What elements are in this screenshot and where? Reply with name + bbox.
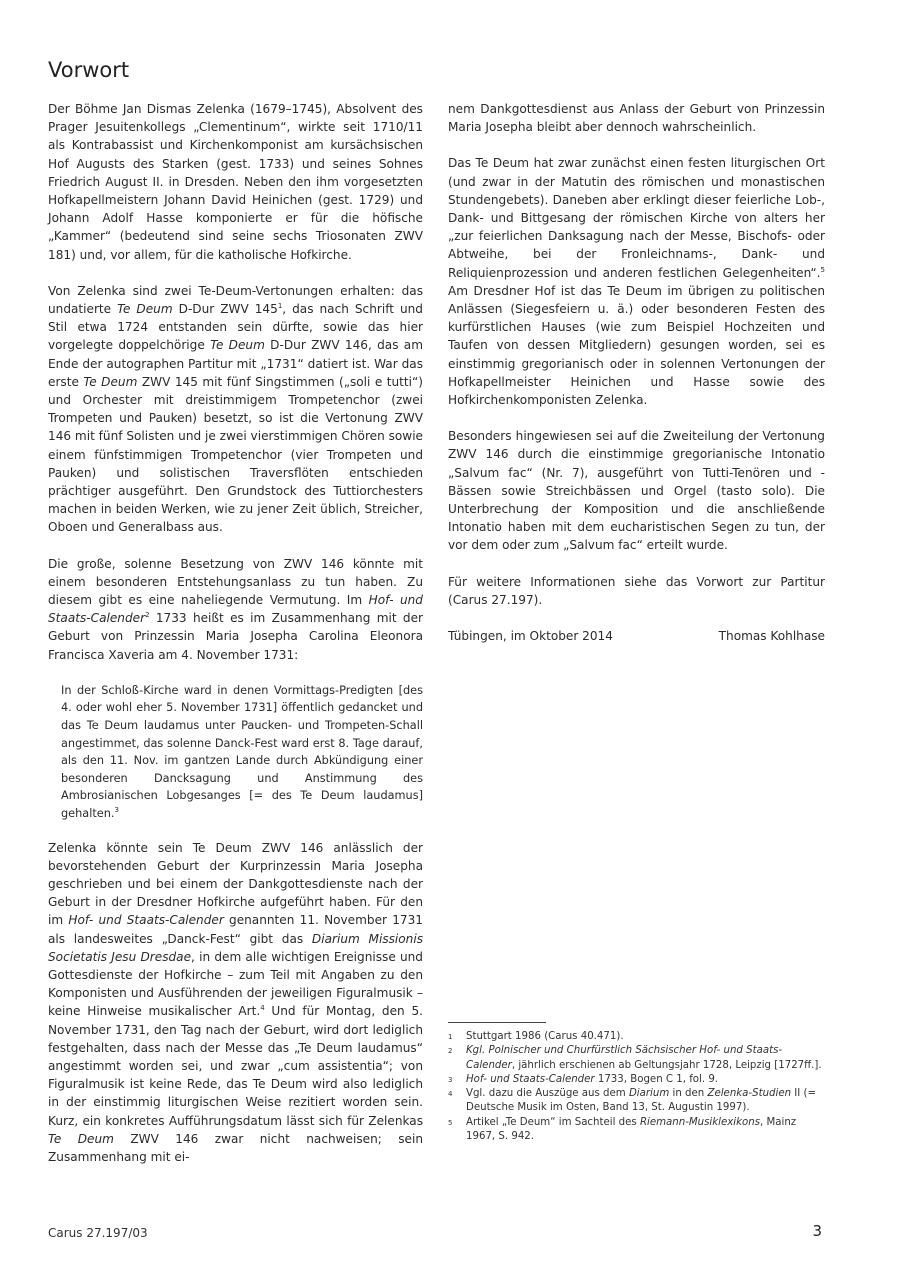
text-run: Der Böhme Jan Dismas Zelenka (1679–1745), Absolvent des Prager Jesuitenkollegs „Clementinum“, wirkte seit 1710/11 als Kontrabassist und Kirchenkomponist am kursächsischen Hof Augusts des Starken (gest. 1733) und seines Sohnes Friedrich August II. in Dresden. Neben den ihm vorgesetzten Hofkapellmeistern Johann David Heinichen (gest. 1729) und Johann Adolf Hasse komponierte er für die höfische „Kammer“ (bedeutend sind seine sechs Triosonaten ZWV 181) und, vor allem, für die katholische Hofkirche. — [48, 102, 423, 262]
footnote-number: 4 — [448, 1090, 453, 1099]
footnote-reference: 1 — [277, 302, 283, 311]
text-run: Für weitere Informationen siehe das Vorwort zur Partitur (Carus 27.197). — [448, 574, 825, 607]
text-run: Te Deum — [210, 338, 265, 353]
signature — [448, 627, 825, 645]
page-number: 3 — [812, 1222, 822, 1240]
footnote — [448, 1044, 828, 1073]
left-column — [48, 100, 423, 1166]
block-quote — [61, 682, 423, 823]
text-run: , Mainz 1967, S. 942. — [466, 1116, 797, 1143]
text-run: Diarium — [628, 1088, 670, 1100]
text-run: 1733, Bogen C 1, fol. 9. — [594, 1073, 719, 1085]
paragraph — [48, 100, 423, 264]
text-run: , das nach Schrift und Stil etwa 1724 entstanden sein dürfte, sowie das hier vorgelegte doppelchörige — [48, 302, 423, 353]
text-run: Am Dresdner Hof ist das Te Deum im übrigen zu politischen Anlässen (Siegesfeiern u. ä.) oder besonderen Festen des kurfürstlichen Hauses (wie zum Beispiel Hochzeiten und Taufen von dessen Mitgliedern) gesungen worden, sei es einstimmig gregorianisch oder in solennen Vertonungen der Hofkapellmeister Heinichen und Hasse sowie des Hofkirchenkomponisten Zelenka. — [448, 283, 825, 408]
text-run: Diarium Missionis Societatis Jesu Dresdae — [48, 931, 424, 964]
text-run: D-Dur ZWV 146, das am Ende der autographen Partitur mit „1731“ datiert ist. War das erste — [48, 338, 423, 389]
text-run: Te Deum — [117, 302, 173, 317]
footnote-number: 3 — [448, 1075, 453, 1084]
footnote — [448, 1030, 828, 1044]
paragraph — [48, 839, 423, 1167]
footnote-reference: 3 — [114, 806, 119, 815]
text-run: ZWV 146 zwar nicht nachweisen; sein Zusammenhang mit ei- — [48, 1131, 423, 1165]
text-run: in den — [669, 1088, 708, 1100]
paragraph — [448, 154, 825, 409]
paragraph — [48, 282, 423, 537]
text-run: Hof- und Staats-Calender — [68, 913, 224, 928]
text-run: II (= Deutsche Musik im Osten, Band 13, St. Augustin 1997). — [466, 1088, 817, 1114]
footnote-number: 2 — [448, 1047, 453, 1056]
footnote-reference: 4 — [260, 1004, 265, 1013]
text-run: Te Deum — [83, 374, 138, 389]
footnote-reference: 2 — [145, 611, 150, 620]
text-run: D-Dur ZWV 145 — [172, 302, 278, 317]
text-run: Hof- und Staats-Calender — [48, 593, 423, 626]
text-run: ZWV 145 mit fünf Singstimmen („soli e tutti“) und Orchester mit dreistimmigem Trompetenchor (zwei Trompeten und Pauken) besetzt, so ist die Vertonung ZWV 146 mit fünf Solisten und je zwei vierstimmigen Chören sowie einem fünfstimmigen Trompetenchor (vier Trompeten und Pauken) und solistischen Traversflöten entschieden prächtiger ausgeführt. Den Grundstock des Tuttiorchesters machen in beiden Werken, wie zu jener Zeit üblich, Streicher, Oboen und Generalbass aus. — [48, 374, 423, 535]
footnote-rule — [448, 1022, 546, 1023]
footnote-text — [466, 1073, 828, 1087]
text-run: 1733 heißt es im Zusammenhang mit der Geburt von Prinzessin Maria Josepha Carolina Eleonora Francisca Xaveria am 4. November 1731: — [48, 611, 423, 662]
text-run: , jährlich erschienen ab Geltungsjahr 1728, Leipzig [1727ff.]. — [511, 1059, 822, 1071]
footnote-text — [466, 1116, 828, 1145]
footnote-reference: 5 — [820, 265, 825, 274]
text-run: Zelenka könnte sein Te Deum ZWV 146 anlässlich der bevorstehenden Geburt der Kurprinzessin Maria Josepha geschrieben und bei einem der Dankgottesdienste nach der Geburt in der Dresdner Hofkirche aufgeführt haben. Für den im — [48, 840, 423, 928]
text-run: Die große, solenne Besetzung von ZWV 146 könnte mit einem besonderen Entstehungsanlass zu tun haben. Zu diesem gibt es eine naheliegende Vermutung. Im — [48, 556, 423, 608]
paragraph — [448, 573, 825, 609]
footnote — [448, 1116, 828, 1145]
footnote-number: 5 — [448, 1118, 453, 1127]
right-column — [448, 100, 825, 645]
text-run: Zelenka-Studien — [707, 1088, 792, 1100]
footnote-number: 1 — [448, 1033, 453, 1041]
signature-place-date: Tübingen, im Oktober 2014 — [448, 629, 613, 644]
footnote-text — [466, 1030, 828, 1044]
text-run: , in dem alle wichtigen Ereignisse und Gottesdienste der Hofkirche – zum Teil mit Angaben zu den Komponisten und Ausführenden der jeweiligen Figuralmusik – keine Hinweise musikalischer Art. — [48, 949, 423, 1019]
footnote-text — [466, 1044, 828, 1073]
signature-author: Thomas Kohlhase — [718, 629, 825, 644]
text-run: Von Zelenka sind zwei Te-Deum-Vertonungen erhalten: das undatierte — [48, 283, 423, 317]
paragraph — [448, 427, 825, 554]
footnote-text — [466, 1087, 828, 1116]
text-run: Stuttgart 1986 (Carus 40.471). — [466, 1031, 624, 1042]
text-run: genannten 11. November 1731 als landesweites „Danck-Fest“ gibt das — [48, 913, 423, 946]
text-run: Vgl. dazu die Auszüge aus dem — [466, 1088, 629, 1100]
text-run: Das Te Deum hat zwar zunächst einen festen liturgischen Ort (und zwar in der Matutin des römischen und monastischen Stundengebets). Daneben aber erklingt dieser feierliche Lob-, Dank- und Bittgesang der römischen Kirche von alters her „zur feierlichen Danksagung nach der Messe, Bischofs- oder Abtweihe, bei der Fronleichnams-, Dank- und Reliquienprozession und anderen festlichen Gelegenheiten“. — [448, 156, 825, 280]
text-run: nem Dankgottesdienst aus Anlass der Geburt von Prinzessin Maria Josepha bleibt aber dennoch wahrscheinlich. — [448, 102, 825, 135]
text-run: Artikel „Te Deum“ im Sachteil des — [466, 1116, 640, 1128]
paragraph — [48, 555, 423, 664]
paragraph — [448, 100, 825, 136]
footnotes — [448, 1022, 828, 1144]
text-run: Und für Montag, den 5. November 1731, den Tag nach der Geburt, wird dort lediglich festgehalten, dass nach der Messe das „Te Deum laudamus“ angestimmt worden sei, und zwar „cum assistentia“; von Figuralmusik ist keine Rede, das Te Deum wird also lediglich in der einstimmig liturgischen Weise rezitiert worden sein. Kurz, ein konkretes Aufführungsdatum lässt sich für Zelenkas — [48, 1004, 423, 1128]
text-run: Hof- und Staats-Calender — [466, 1073, 595, 1085]
text-run: Kgl. Polnischer und Churfürstlich Sächsischer Hof- und Staats-Calender — [466, 1045, 783, 1071]
text-run: Besonders hingewiesen sei auf die Zweiteilung der Vertonung ZWV 146 durch die einstimmige gregorianische Intonatio „Salvum fac“ (Nr. 7), ausgeführt von Tutti-Tenören und -Bässen sowie Streichbässen und Orgel (tasto solo). Die Unterbrechung der Komposition und die anschließende Intonatio haben mit dem eucharistischen Segen zu tun, der vor dem oder zum „Salvum fac“ erteilt wurde. — [448, 429, 825, 553]
footnote — [448, 1087, 828, 1116]
footer-catalog-number: Carus 27.197/03 — [48, 1226, 148, 1240]
text-run: Riemann-Musiklexikons — [639, 1116, 761, 1128]
text-run: Te Deum — [48, 1131, 114, 1146]
page-title: Vorwort — [48, 58, 130, 82]
footnote — [448, 1073, 828, 1087]
text-run: In der Schloß-Kirche ward in denen Vormittags-Predigten [des 4. oder wohl eher 5. November 1731] öffentlich gedancket und das Te Deum laudamus unter Paucken- und Trompeten-Schall angestimmet, das solenne Danck-Fest ward erst 8. Tage darauf, als den 11. Nov. im gantzen Lande durch Abkündigung einer besonderen Dancksagung und Anstimmung des Ambrosianischen Lobgesanges [= des Te Deum laudamus] gehalten. — [61, 683, 423, 821]
